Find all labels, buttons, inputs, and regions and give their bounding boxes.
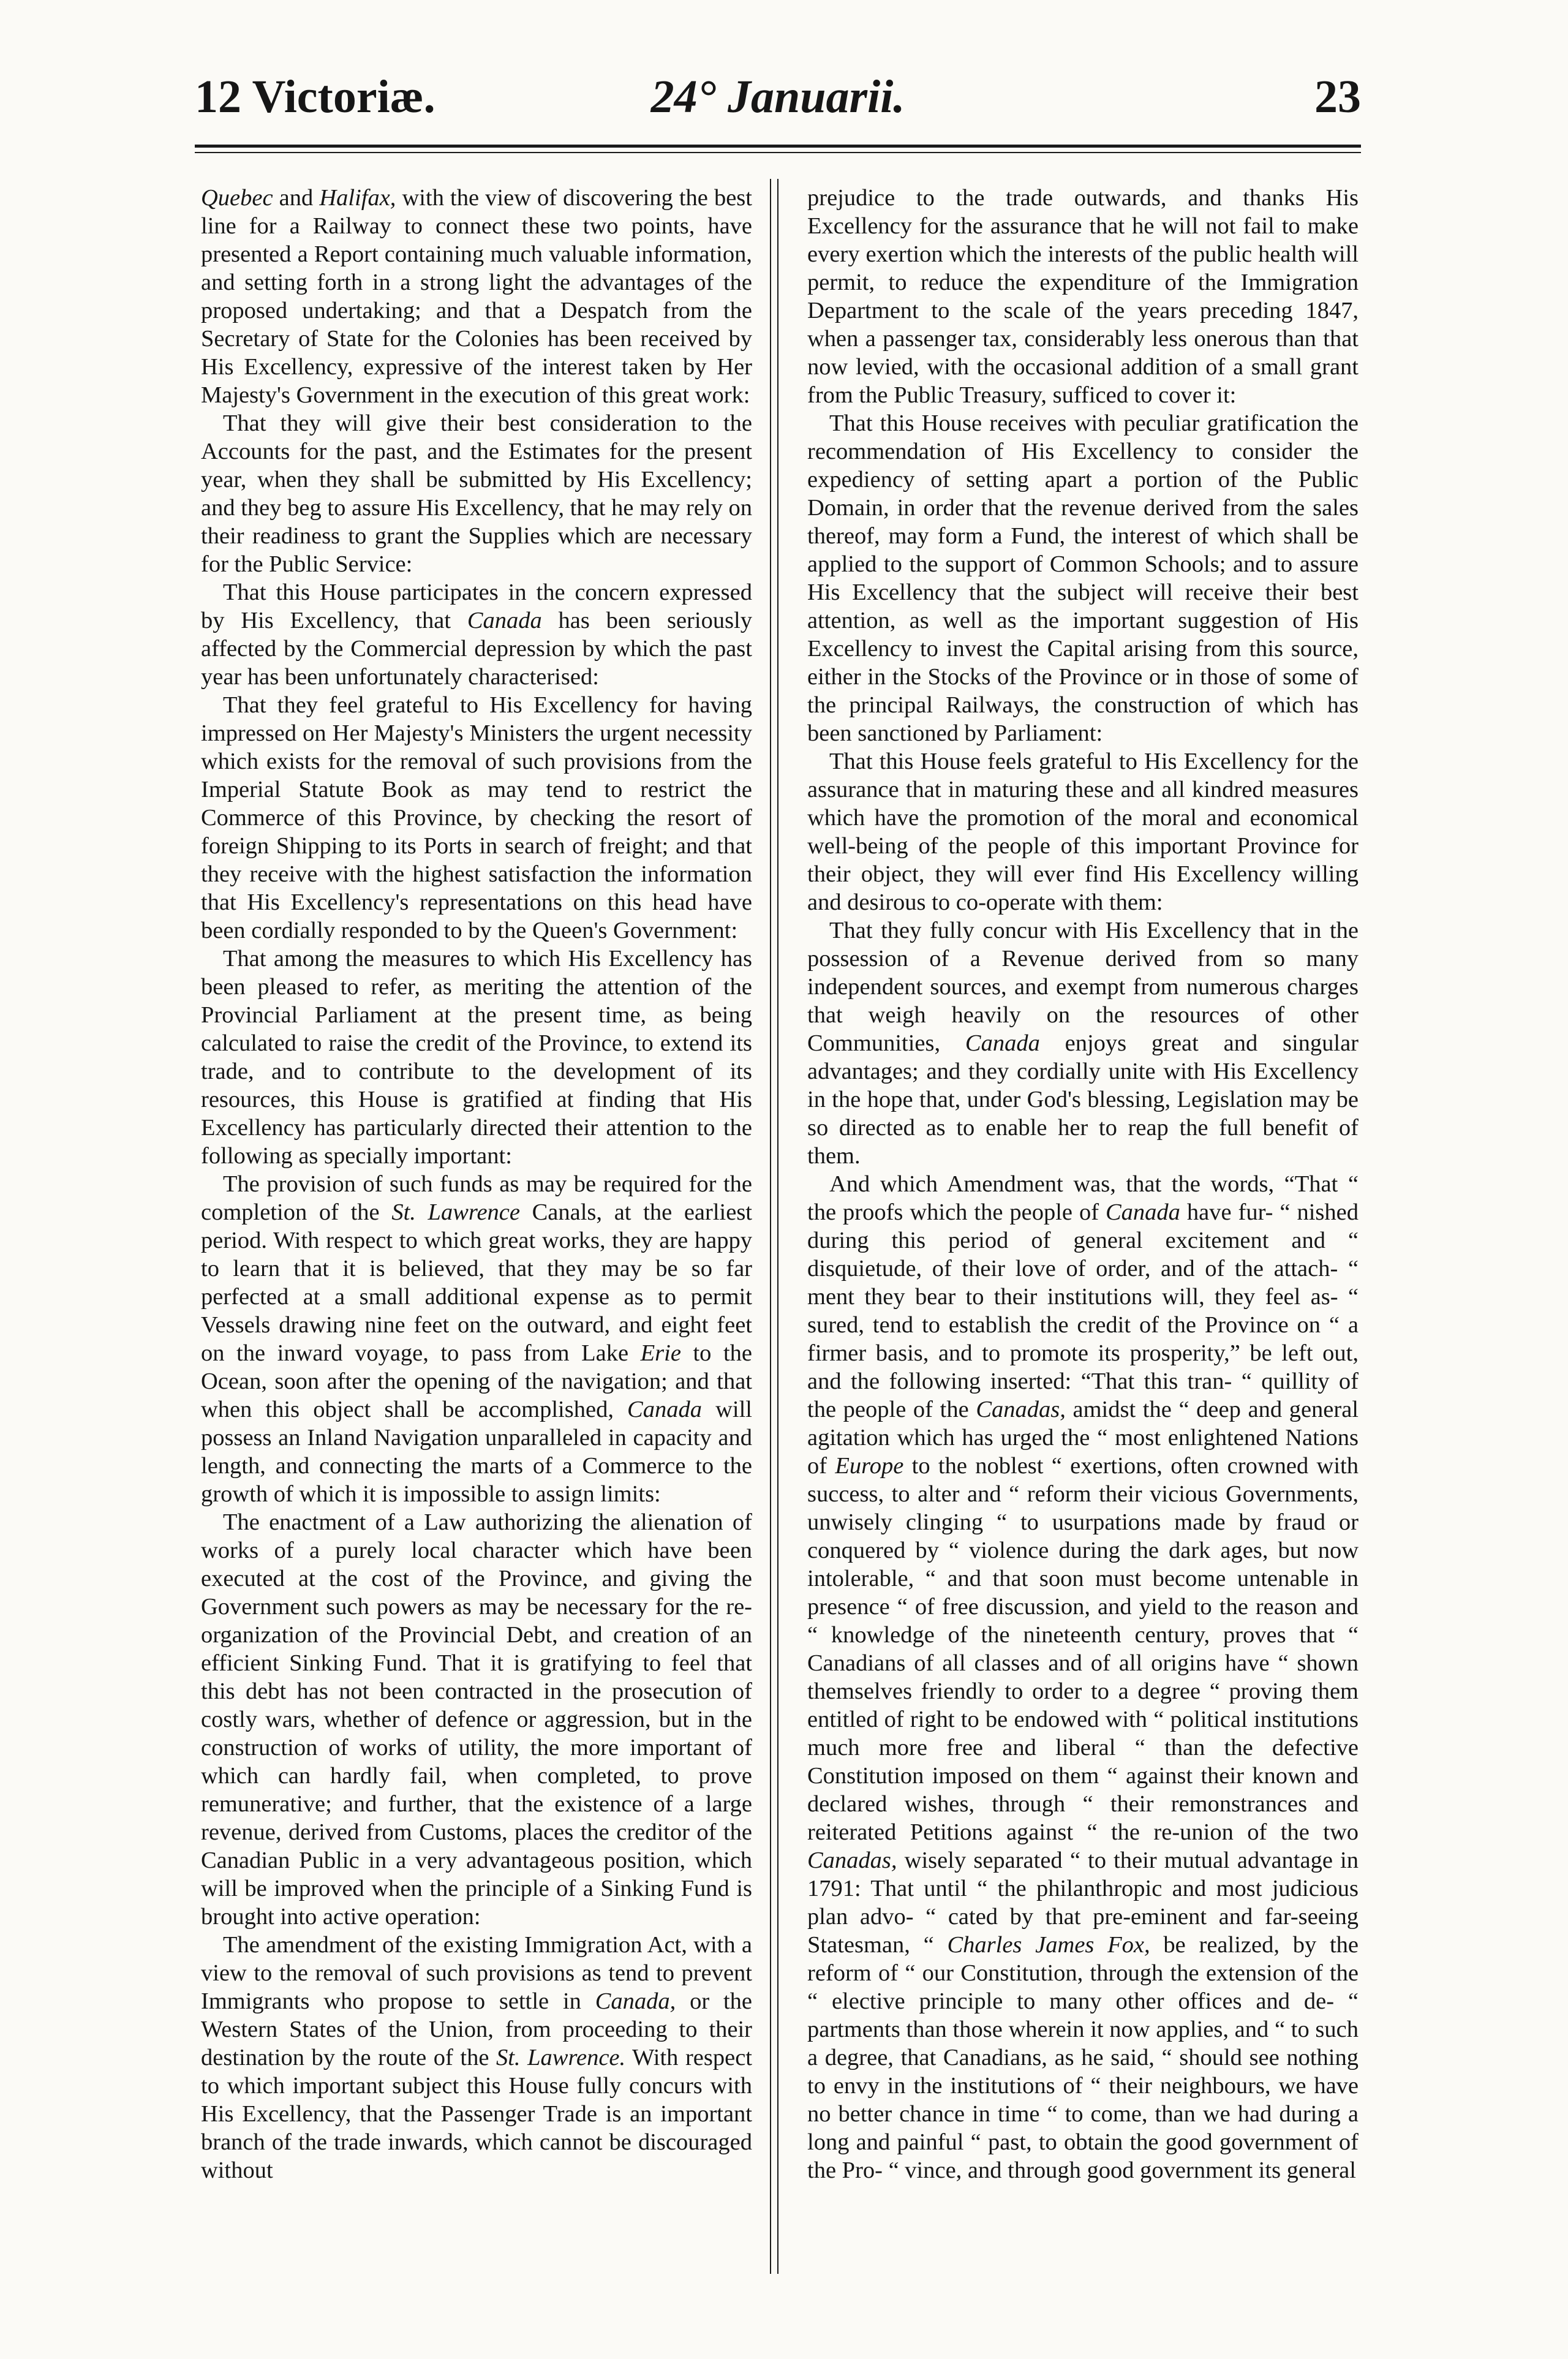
text-run: That this House receives with peculiar gratification the recommendation of His Excellency to consider the expediency of setting apart a portion of the Public Domain, in order that the revenue derived from the sales thereof, may form a Fund, the interest of which shall be applied to the support of Common Schools; and to assure His Excellency that the subject will receive their best attention, as well as the important suggestion of His Excellency to invest the Capital arising from this source, either in the Stocks of the Province or in those of some of the principal Railways, the construction of which has been sanctioned by Parliament: [807,410,1359,746]
paragraph [201,184,752,409]
page-header [195,66,1361,127]
italic-text: Canadas, [807,1848,897,1873]
italic-text: Canada [467,608,542,633]
text-run: That this House participates in the concern expressed by His Excellency, that [201,579,752,633]
text-run: enjoys great and singular advantages; and they cordially unite with His Excellency in the hope that, under God's blessing, Legislation may be so directed as to enable her to reap the full benefit of them. [807,1030,1359,1169]
text-run: That among the measures to which His Excellency has been pleased to refer, as meriting the attention of the Provincial Parliament at the present time, as being calculated to raise the credit of the Province, to extend its trade, and to contribute to the development of its resources, this House is gratified at finding that His Excellency has particularly directed their attention to the following as specially important: [201,946,752,1169]
page-number: 23 [1314,71,1361,123]
paragraph [201,691,752,945]
italic-text: Canada, [595,1988,676,2014]
text-run: That they will give their best consideration to the Accounts for the past, and the Estimates for the present year, when they shall be submitted by His Excellency; and they beg to assure His Excellency, that he may rely on their readiness to grant the Supplies which are necessary for the Public Service: [201,410,752,577]
paragraph [807,747,1359,916]
text-run: to the noblest “ exertions, often crowned with success, to alter and “ reform their vicious Governments, unwisely clinging “ to usurpations made by fraud or conquered by “ violence during the dark ages, but now intolerable, “ and that soon must become untenable in presence “ of free discussion, and yield to the reason and “ knowledge of the nineteenth century, proves that “ Canadians of all classes and of all origins have “ shown themselves friendly to order to a degree “ proving them entitled of right to be endowed with “ political institutions much more free and liberal “ than the defective Constitution imposed on them “ against their known and declared wishes, through “ their remonstrances and reiterated Petitions against “ the re-union of the two [807,1453,1359,1845]
text-run: That they fully concur with His Excellency that in the possession of a Revenue derived from so many independent sources, and exempt from numerous charges that weigh heavily on the resources of other Communities, [807,918,1359,1056]
text-run: wisely separated “ to their mutual advantage in 1791: That until “ the philanthropic and most judicious plan advo- “ cated by that pre-eminent and far-seeing Statesman, “ [807,1848,1359,1958]
italic-text: Halifax, [319,185,396,211]
header-date-text: 24° Januarii. [650,71,905,123]
paragraph [201,945,752,1170]
italic-text: St. Lawrence [391,1199,520,1225]
paragraph [201,578,752,691]
text-run: to the Ocean, soon after the opening of the navigation; and that when this object shall be accomplished, [201,1340,753,1422]
header-date [195,66,1361,127]
paragraph [807,409,1359,747]
paragraph [807,184,1359,409]
text-run: and [273,185,320,211]
paragraph [201,1931,752,2184]
paragraph [201,1508,752,1931]
column-divider [770,179,778,2274]
text-run: or the Western States of the Union, from proceeding to their destination by the route of the [201,1988,752,2070]
italic-text: Erie [640,1340,681,1366]
italic-text: Canadas, [976,1397,1066,1422]
right-column [807,184,1359,2184]
italic-text: Europe [835,1453,904,1479]
text-run: will possess an Inland Navigation unparalleled in capacity and length, and connecting the marts of a Commerce to the growth of which it is impossible to assign limits: [201,1397,752,1507]
text-run: And which Amendment was, that the words, “That “ the proofs which the people of [807,1171,1359,1225]
italic-text: Canada [965,1030,1040,1056]
italic-text: Canada [1105,1199,1180,1225]
text-run: The amendment of the existing Immigration Act, with a view to the removal of such provisions as tend to prevent Immigrants who propose to settle in [201,1932,752,2014]
italic-text: Canada [627,1397,702,1422]
text-run: has been seriously affected by the Commercial depression by which the past year has been unfortunately characterised: [201,608,753,690]
paragraph [807,916,1359,1170]
text-run: With respect to which important subject this House fully concurs with His Excellency, that the Passenger Trade is an important branch of the trade inwards, which cannot be discouraged without [201,2045,752,2183]
left-column [201,184,752,2184]
header-rule-thin [195,152,1361,153]
text-run: Canals, at the earliest period. With respect to which great works, they are happy to learn that it is believed, that they may be so far perfected at a small additional expense as to permit Vessels drawing nine feet on the outward, and eight feet on the inward voyage, to pass from Lake [201,1199,753,1366]
paragraph [201,1170,752,1508]
text-run: That they feel grateful to His Excellency for having impressed on Her Majesty's Ministers the urgent necessity which exists for the removal of such provisions from the Imperial Statute Book as may tend to restrict the Commerce of this Province, by checking the resort of foreign Shipping to its Ports in search of freight; and that they receive with the highest satisfaction the information that His Excellency's representations on this head have been cordially responded to by the Queen's Government: [201,692,752,943]
paragraph [201,409,752,578]
header-rule-thick [195,145,1361,148]
italic-text: Charles James Fox, [947,1932,1150,1958]
text-run: That this House feels grateful to His Excellency for the assurance that in maturing these and all kindred measures which have the promotion of the moral and economical well-being of the people of this important Province for their object, they will ever find His Excellency willing and desirous to co-operate with them: [807,749,1359,915]
header-regnal-year: 12 Victoriæ. [195,71,435,123]
text-run: prejudice to the trade outwards, and thanks His Excellency for the assurance that he will not fail to make every exertion which the interests of the public health will permit, to reduce the expenditure of the Immigration Department to the scale of the years preceding 1847, when a passenger tax, considerably less onerous than that now levied, with the occasional addition of a small grant from the Public Treasury, sufficed to cover it: [807,185,1359,408]
paragraph [807,1170,1359,2184]
text-run: The provision of such funds as may be required for the completion of the [201,1171,752,1225]
text-run: The enactment of a Law authorizing the alienation of works of a purely local character which have been executed at the cost of the Province, and giving the Government such powers as may be necessary for the re-organization of the Provincial Debt, and creation of an efficient Sinking Fund. That it is gratifying to feel that this debt has not been contracted in the prosecution of costly wars, whether of defence or aggression, but in the construction of works of utility, the more important of which can hardly fail, when completed, to prove remunerative; and further, that the existence of a large revenue, derived from Customs, places the creditor of the Canadian Public in a very advantageous position, which will be improved when the principle of a Sinking Fund is brought into active operation: [201,1509,752,1930]
italic-text: Quebec [201,185,273,211]
text-run: amidst the “ deep and general agitation which has urged the “ most enlightened Nations of [807,1397,1359,1479]
text-run: with the view of discovering the best line for a Railway to connect these two points, have presented a Report containing much valuable information, and setting forth in a strong light the advantages of the proposed undertaking; and that a Despatch from the Secretary of State for the Colonies has been received by His Excellency, expressive of the interest taken by Her Majesty's Government in the execution of this great work: [201,185,752,408]
italic-text: St. Lawrence. [496,2045,626,2070]
text-run: be realized, by the reform of “ our Constitution, through the extension of the “ elective principle to many other offices and de- “ partments than those wherein it now applies, and “ to such a degree, that Canadians, as he said, “ should see nothing to envy in the institutions of “ their neighbours, we have no better chance in time “ to come, than we had during a long and painful “ past, to obtain the good government of the Pro- “ vince, and through good government its general [807,1932,1359,2183]
text-run: have fur- “ nished during this period of general excitement and “ disquietude, of their love of order, and of the attach- “ ment they bear to their institutions will, they feel as- “ sured, tend to establish the credit of the Province on “ a firmer basis, and to promote its prosperity,” be left out, and the following inserted: “That this tran- “ quillity of the people of the [807,1199,1359,1422]
